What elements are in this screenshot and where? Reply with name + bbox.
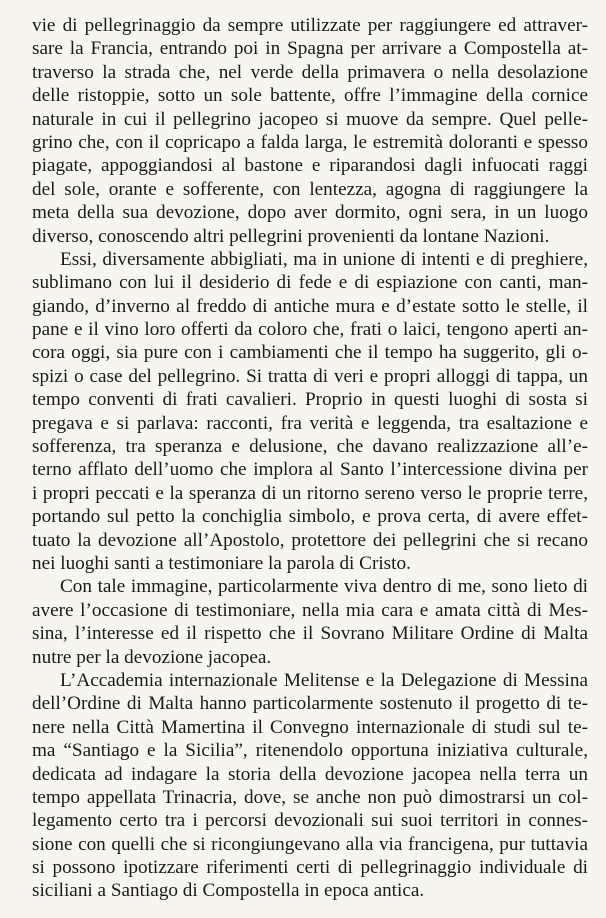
- text-line: spizi o case del pellegrino. Si tratta di veri e propri alloggi di tappa, un: [32, 365, 588, 387]
- text-line: avere l’occasione di testimoniare, nella mia cara e amata città di Mes-: [32, 599, 588, 621]
- text-line: i propri peccati e la speranza di un ritorno sereno verso le proprie terre,: [32, 482, 588, 504]
- text-line: sublimano con lui il desiderio di fede e di espiazione con canti, man-: [32, 272, 588, 294]
- text-line: piagate, appoggiandosi al bastone e riparandosi dagli infuocati raggi: [32, 155, 588, 177]
- text-line: diverso, conoscendo altri pellegrini provenienti da lontane Nazioni.: [32, 225, 550, 247]
- text-line: portando sul petto la conchiglia simbolo, e prova certa, di avere effet-: [32, 506, 588, 528]
- text-line: sione con quelli che si ricongiungevano alla via francigena, pur tuttavia: [32, 833, 588, 855]
- text-line: dell’Ordine di Malta hanno particolarmente sostenuto il progetto di te-: [32, 693, 588, 715]
- text-line: tempo appellata Trinacria, dove, se anche non può dimostrarsi un col-: [32, 786, 588, 808]
- text-line: siciliani a Santiago di Compostella in epoca antica.: [32, 880, 425, 902]
- text-line: ma “Santiago e la Sicilia”, ritenendolo opportuna iniziativa culturale,: [32, 740, 588, 762]
- text-line: pane e il vino loro offerti da coloro che, frati o laici, tengono aperti an-: [32, 319, 588, 341]
- paragraph: [32, 669, 588, 903]
- text-line: si possono ipotizzare riferimenti certi di pellegrinaggio individuale di: [32, 857, 588, 879]
- text-line: nere nella Città Mamertina il Convegno internazionale di studi sul te-: [32, 716, 588, 738]
- paragraph: [32, 14, 588, 248]
- text-line: nutre per la devozione jacopea.: [32, 646, 272, 668]
- text-line: tuato la devozione all’Apostolo, protettore dei pellegrini che si recano: [32, 529, 588, 551]
- text-line: naturale in cui il pellegrino jacopeo si muove da sempre. Quel pelle-: [32, 108, 588, 130]
- text-line: traverso la strada che, nel verde della primavera o nella desolazione: [32, 61, 588, 83]
- text-line: nei luoghi santi a testimoniare la parola di Cristo.: [32, 552, 411, 574]
- text-line: tempo conventi di frati cavalieri. Proprio in questi luoghi di sosta si: [32, 389, 588, 411]
- text-line: dedicata ad indagare la storia della devozione jacopea nella terra un: [32, 763, 588, 785]
- text-line: Essi, diversamente abbigliati, ma in unione di intenti e di preghiere,: [60, 248, 588, 270]
- text-line: pregava e si parlava: racconti, fra verità e leggenda, tra esaltazione e: [32, 412, 588, 434]
- body-text: [32, 14, 588, 903]
- text-line: legamento certo tra i percorsi devozionali sui suoi territori in connes-: [32, 810, 588, 832]
- text-line: sina, l’interesse ed il rispetto che il Sovrano Militare Ordine di Malta: [32, 623, 588, 645]
- text-line: vie di pellegrinaggio da sempre utilizzate per raggiungere ed attraver-: [32, 15, 588, 36]
- text-line: del sole, orante e sofferente, con lentezza, agogna di raggiungere la: [32, 178, 588, 200]
- text-line: grino che, con il copricapo a falda larga, le estremità doloranti e spesso: [32, 131, 588, 153]
- text-line: L’Accademia internazionale Melitense e la Delegazione di Messina: [60, 669, 588, 691]
- text-line: terno afflato dell’uomo che implora al Santo l’intercessione divina per: [32, 459, 588, 481]
- text-line: sofferenza, tra speranza e delusione, che davano realizzazione all’e-: [32, 436, 588, 458]
- text-line: Con tale immagine, particolarmente viva dentro di me, sono lieto di: [60, 576, 588, 598]
- text-line: delle ristoppie, sotto un sole battente, offre l’immagine della cornice: [32, 85, 588, 107]
- text-line: meta della sua devozione, dopo aver dormito, ogni sera, in un luogo: [32, 202, 588, 224]
- text-line: cora oggi, sia pure con i cambiamenti che il tempo ha suggerito, gli o-: [32, 342, 588, 364]
- text-line: sare la Francia, entrando poi in Spagna per arrivare a Compostella at-: [32, 38, 588, 60]
- text-line: giando, d’inverno al freddo di antiche mura e d’estate sotto le stelle, il: [32, 295, 588, 317]
- paragraph: [32, 248, 588, 575]
- paragraph: [32, 575, 588, 669]
